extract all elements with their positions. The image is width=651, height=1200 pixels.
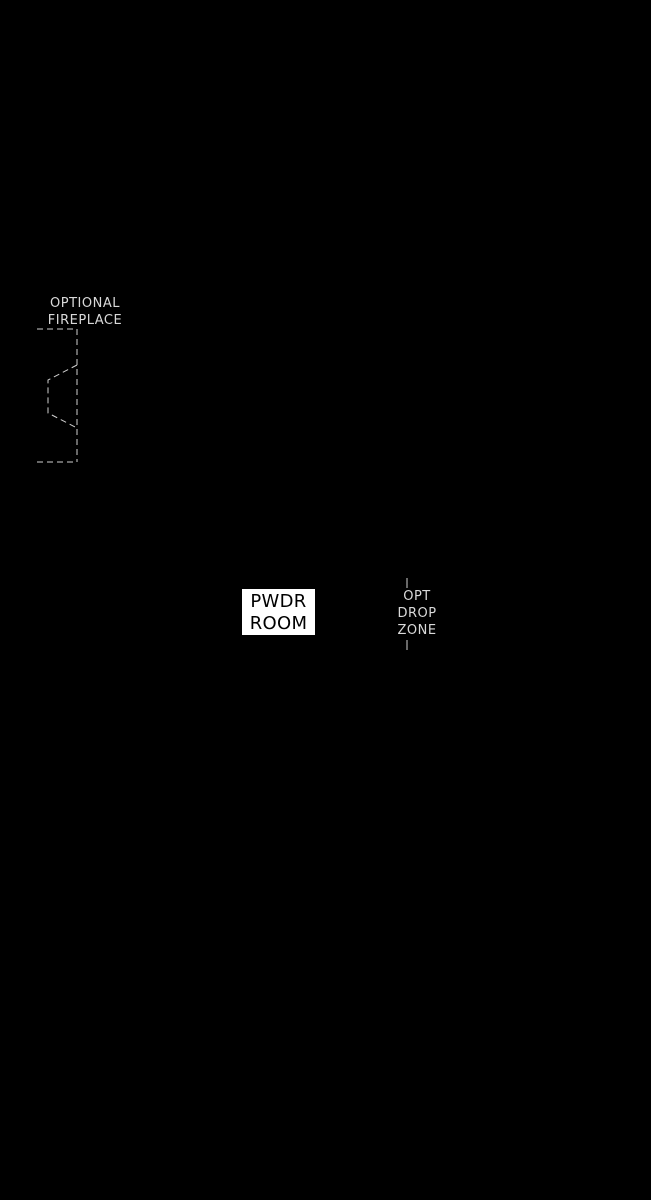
drop-zone-label-line-1: OPT [403, 589, 431, 604]
drop-zone-label [388, 588, 446, 639]
powder-room-label-line-2: ROOM [249, 613, 308, 634]
fireplace-hearth-outline [48, 365, 77, 428]
drop-zone-label-line-3: ZONE [397, 623, 437, 638]
drop-zone-label-line-2: DROP [397, 606, 437, 621]
fireplace-label [36, 295, 134, 329]
fireplace-label-line-1: OPTIONAL [50, 296, 120, 311]
fireplace-label-line-2: FIREPLACE [47, 313, 123, 328]
fireplace-outline [37, 329, 77, 462]
powder-room-label [242, 589, 315, 635]
powder-room-label-line-1: PWDR [250, 591, 307, 612]
